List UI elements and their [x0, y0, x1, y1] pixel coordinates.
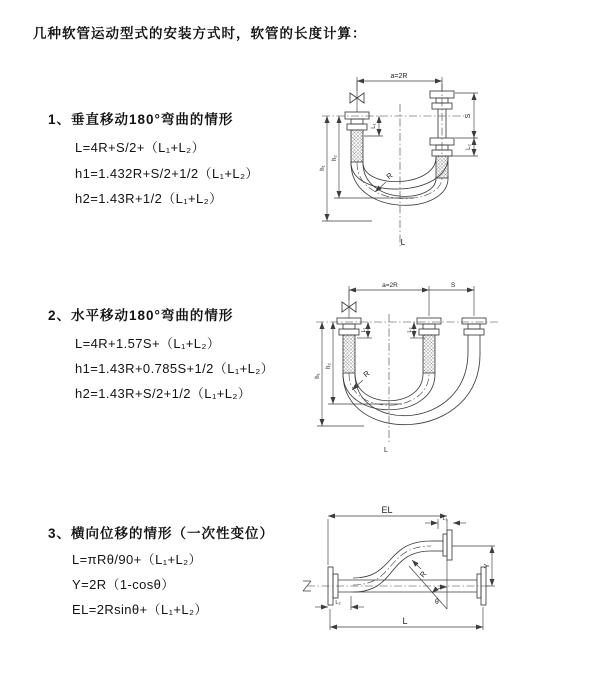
section-2-heading: 2、水平移动180°弯曲的情形 [48, 308, 234, 323]
diagram-lateral-displacement [295, 503, 597, 645]
dim-label-h1: h₁ [315, 373, 321, 379]
dim-el [328, 516, 447, 565]
dim-h1 [317, 322, 364, 426]
dim-l2 [449, 138, 478, 156]
dim-label-l1: L₁ [361, 327, 367, 333]
section-3-formula-L: L=πRθ/90+（L₁+L₂） [72, 552, 202, 567]
hose-s-curve [353, 541, 431, 592]
dim-a2r [349, 286, 474, 316]
section-1-formula-L: L=4R+S/2+（L₁+L₂） [75, 140, 206, 155]
radius-label: R [417, 569, 429, 580]
dim-label-h2: h₂ [332, 155, 338, 161]
dim-label-l2: L₂ [407, 327, 413, 333]
right-flange-assembly [462, 318, 486, 352]
dim-label-h1: h₁ [320, 165, 326, 171]
dim-label-l: L [402, 616, 408, 626]
dim-label-l2: L₂ [335, 600, 341, 606]
left-flange-assembly [337, 318, 361, 373]
section-3-formula-Y: Y=2R（1-cosθ） [72, 577, 175, 592]
length-label: L [400, 237, 406, 247]
section-2-formula-h2: h2=1.43R+S/2+1/2（L₁+L₂） [75, 386, 252, 401]
hose-curves [343, 352, 480, 425]
dim-label-s: S [450, 282, 456, 289]
section-2-formula-L: L=4R+1.57S+（L₁+L₂） [75, 336, 221, 351]
diagram-horizontal-180-bend [302, 276, 598, 458]
diagram-vertical-180-bend [302, 66, 594, 262]
upper-right-flange [431, 530, 452, 560]
dim-label-l1: L₁ [442, 516, 448, 522]
section-2-formula-h1: h1=1.43R+0.785S+1/2（L₁+L₂） [75, 361, 275, 376]
section-1-heading: 1、垂直移动180°弯曲的情形 [48, 112, 234, 127]
page-title: 几种软管运动型式的安装方式时，软管的长度计算： [33, 26, 367, 41]
left-flange-assembly [345, 112, 369, 162]
dim-label-l2: L₂ [466, 144, 472, 150]
angle-label: θ [435, 599, 439, 606]
dim-label-l1: L₁ [371, 123, 377, 129]
dim-label-el: EL [381, 505, 393, 515]
angle-construction [409, 560, 447, 609]
section-3-formula-EL: EL=2Rsinθ+（L₁+L₂） [72, 602, 208, 617]
section-1-formula-h1: h1=1.432R+S/2+1/2（L₁+L₂） [75, 166, 259, 181]
radius-label: R [384, 170, 395, 182]
dim-label-h2: h₂ [326, 363, 332, 369]
length-label: L [384, 447, 388, 454]
section-1-formula-h2: h2=1.43R+1/2（L₁+L₂） [75, 191, 223, 206]
radius-leader [412, 560, 421, 569]
valve-icon [350, 81, 364, 112]
dim-label-s: S [465, 113, 472, 119]
dim-label-y: Y [482, 563, 491, 569]
radius-label: R [361, 368, 372, 380]
valve-icon [342, 290, 356, 318]
section-3-heading: 3、横向位移的情形（一次性变位） [48, 526, 275, 541]
dim-label-a2r: a=2R [382, 282, 398, 289]
middle-flange-assembly [417, 318, 441, 373]
dim-label-a2r: a=2R [390, 73, 408, 80]
